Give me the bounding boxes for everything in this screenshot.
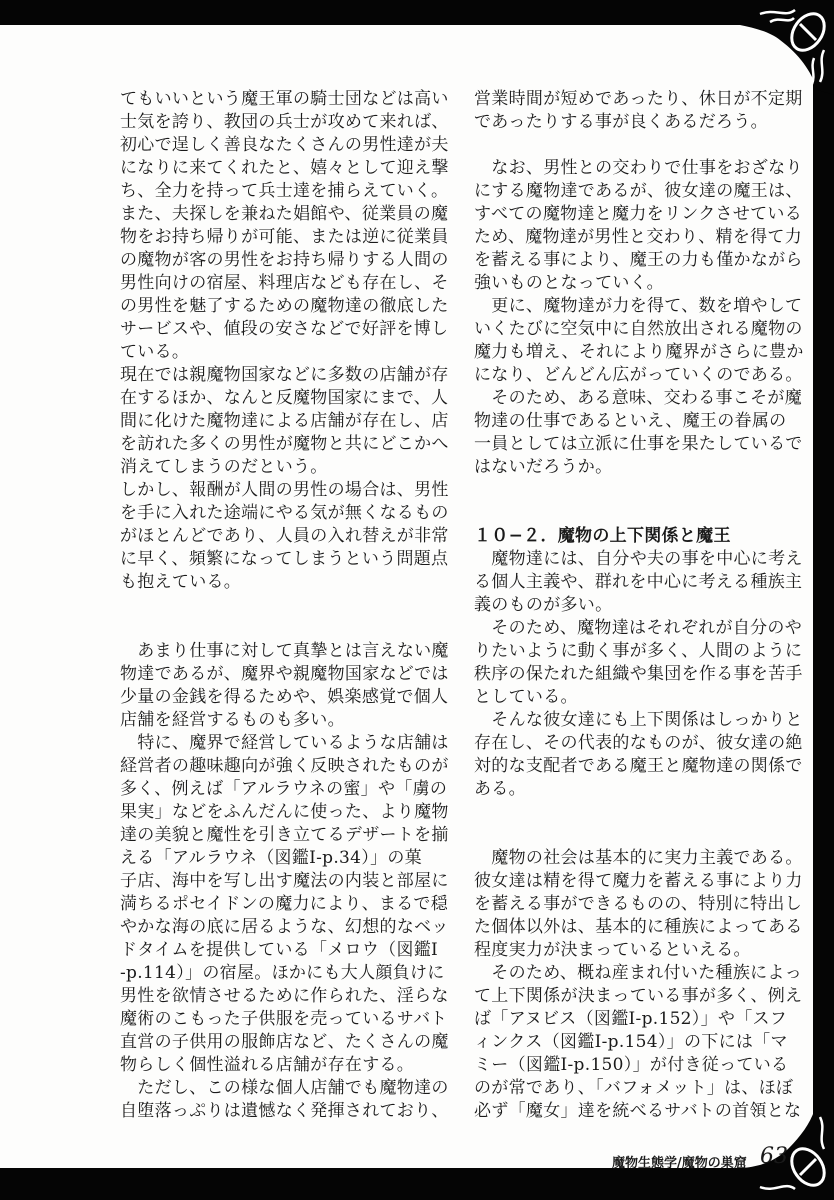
corner-ornament-top-icon	[740, 0, 834, 95]
text-column-right	[474, 88, 806, 1123]
text-line: としている。	[474, 687, 578, 707]
text-line: りたいように動く事が多く、人間のように	[474, 641, 803, 661]
text-line: また、夫探しを兼ねた娼館や、従業員の魔	[120, 204, 449, 224]
text-line: になりに来てくれたと、嬉々として迎え撃	[120, 158, 449, 178]
text-line: ち、全力を持って兵士達を捕らえていく。	[120, 181, 449, 201]
text-line: すべての魔物達と魔力をリンクさせている	[474, 204, 803, 224]
text-line: の魔物が客の男性をお持ち帰りする人間の	[120, 250, 449, 270]
text-line: を蓄える事ができるものの、特別に特出し	[474, 894, 803, 914]
text-line: ている。	[120, 342, 190, 362]
text-line: に早く、頻繁になってしまうという問題点	[120, 549, 449, 569]
blank-line	[474, 824, 806, 847]
text-line: 男性向けの宿屋、料理店なども存在し、そ	[120, 273, 449, 293]
text-line: そんな彼女達にも上下関係はしっかりと	[474, 710, 803, 730]
text-line: 物達の仕事であるといえ、魔王の眷属の	[474, 411, 787, 431]
text-line: あまり仕事に対して真摯とは言えない魔	[120, 641, 449, 661]
text-line: 士気を誇り、教団の兵士が攻めて来れば、	[120, 112, 449, 132]
text-line: 強いものとなっていく。	[474, 273, 664, 293]
text-line: を手に入れた途端にやる気が無くなるもの	[120, 503, 449, 523]
text-line: 間に化けた魔物達による店舗が存在し、店	[120, 411, 449, 431]
text-line: 経営者の趣味趣向が強く反映されたものが	[120, 756, 449, 776]
text-line: がほとんどであり、人員の入れ替えが非常	[120, 526, 449, 546]
text-line: 多く、例えば「アルラウネの蜜」や「虜の	[120, 779, 448, 799]
text-line: やかな海の底に居るような、幻想的なベッ	[120, 917, 449, 937]
text-line: ただし、この様な個人店舗でも魔物達の	[120, 1078, 449, 1098]
text-line: にする魔物達であるが、彼女達の魔王は、	[474, 181, 803, 201]
text-line: て上下関係が決まっている事が多く、例え	[474, 986, 803, 1006]
text-line: そのため、ある意味、交わる事こそが魔	[474, 388, 803, 408]
text-line: 魔力も増え、それにより魔界がさらに豊か	[474, 342, 804, 362]
text-line: た個体以外は、基本的に種族によってある	[474, 917, 803, 937]
text-line: サービスや、値段の安さなどで好評を博し	[120, 319, 449, 339]
text-line: しかし、報酬が人間の男性の場合は、男性	[120, 480, 449, 500]
blank-line	[474, 502, 806, 525]
text-line: 直営の子供用の服飾店など、たくさんの魔	[120, 1032, 449, 1052]
text-line: 魔術のこもった子供服を売っているサバト	[120, 1009, 448, 1029]
text-line: も抱えている。	[120, 572, 242, 592]
text-line: 店舗を経営するものも多い。	[120, 710, 345, 730]
text-line: の男性を魅了するための魔物達の徹底した	[120, 296, 449, 316]
text-line: を蓄える事により、魔王の力も僅かながら	[474, 250, 803, 270]
text-line: そのため、概ね産まれ付いた種族によっ	[474, 963, 803, 983]
page-frame-bottom	[0, 1168, 834, 1200]
text-line: 在するほか、なんと反魔物国家にまで、人	[120, 388, 449, 408]
text-line: 満ちるポセイドンの魔力により、まるで穏	[120, 894, 449, 914]
text-line: ある。	[474, 779, 526, 799]
running-footer-title: 魔物生態学/魔物の巣窟	[612, 1156, 747, 1171]
page-frame-top	[0, 0, 834, 25]
text-line: 更に、魔物達が力を得て、数を増やして	[474, 296, 803, 316]
text-line: 自堕落っぷりは遺憾なく発揮されており、	[120, 1101, 449, 1121]
text-line: てもいいという魔王軍の騎士団などは高い	[120, 89, 449, 109]
text-line: る個人主義や、群れを中心に考える種族主	[474, 572, 803, 592]
text-line: 秩序の保たれた組織や集団を作る事を苦手	[474, 664, 803, 684]
text-line: 男性を欲情させるために作られた、淫らな	[120, 986, 449, 1006]
text-line: 果実」などをふんだんに使った、より魔物	[120, 802, 449, 822]
text-line: のが常であり、「バフォメット」は、ほぼ	[474, 1078, 794, 1098]
text-line: 物達であるが、魔界や親魔物国家などでは	[120, 664, 449, 684]
text-line: -p.114）」の宿屋。ほかにも大人顔負けに	[120, 963, 445, 983]
blank-line	[474, 479, 806, 502]
text-line: 魔物達には、自分や夫の事を中心に考え	[474, 549, 803, 569]
text-line: ば「アヌビス（図鑑Ⅰ-p.152）」や「スフ	[474, 1009, 788, 1029]
text-line: ドタイムを提供している「メロウ（図鑑Ⅰ	[120, 940, 439, 960]
page-number: 63	[760, 1144, 788, 1169]
text-line: 子店、海中を写し出す魔法の内装と部屋に	[120, 871, 449, 891]
text-line: 存在し、その代表的なものが、彼女達の絶	[474, 733, 803, 753]
section-heading: １０−２．魔物の上下関係と魔王	[474, 526, 731, 546]
blank-line	[120, 594, 452, 617]
text-line: なお、男性との交わりで仕事をおざなり	[474, 158, 803, 178]
text-line: 営業時間が短めであったり、休日が不定期	[474, 89, 803, 109]
text-line: 義のものが多い。	[474, 595, 613, 615]
text-line: 対的な支配者である魔王と魔物達の関係で	[474, 756, 803, 776]
text-line: える「アルラウネ（図鑑Ⅰ-p.34）」の菓	[120, 848, 422, 868]
blank-line	[474, 801, 806, 824]
text-line: 現在では親魔物国家などに多数の店舗が存	[120, 365, 449, 385]
text-line: になり、どんどん広がっていくのである。	[474, 365, 803, 385]
blank-line	[474, 134, 806, 157]
text-line: 少量の金銭を得るためや、娯楽感覚で個人	[120, 687, 449, 707]
text-line: そのため、魔物達はそれぞれが自分のや	[474, 618, 803, 638]
text-line: 程度実力が決まっているといえる。	[474, 940, 751, 960]
page-frame-right	[813, 0, 834, 1200]
text-line: 初心で逞しく善良なたくさんの男性達が夫	[120, 135, 449, 155]
text-line: であったりする事が良くあるだろう。	[474, 112, 768, 132]
text-line: 物をお持ち帰りが可能、または逆に従業員	[120, 227, 449, 247]
text-line: を訪れた多くの男性が魔物と共にどこかへ	[120, 434, 449, 454]
text-line: 消えてしまうのだという。	[120, 457, 328, 477]
text-line: 特に、魔界で経営しているような店舗は	[120, 733, 449, 753]
blank-line	[120, 617, 452, 640]
text-line: 達の美貌と魔性を引き立てるデザートを揃	[120, 825, 449, 845]
text-line: 物らしく個性溢れる店舗が存在する。	[120, 1055, 415, 1075]
text-line: ミー（図鑑Ⅰ-p.150）」が付き従っている	[474, 1055, 789, 1075]
text-line: はないだろうか。	[474, 457, 613, 477]
text-line: ィンクス（図鑑Ⅰ-p.154）」の下には「マ	[474, 1032, 788, 1052]
text-line: ため、魔物達が男性と交わり、精を得て力	[474, 227, 803, 247]
text-line: いくたびに空気中に自然放出される魔物の	[474, 319, 803, 339]
text-line: 魔物の社会は基本的に実力主義である。	[474, 848, 803, 868]
text-column-left	[120, 88, 452, 1123]
text-line: 必ず「魔女」達を統べるサバトの首領とな	[474, 1101, 802, 1121]
text-line: 一員としては立派に仕事を果たしているで	[474, 434, 803, 454]
text-line: 彼女達は精を得て魔力を蓄える事により力	[474, 871, 803, 891]
